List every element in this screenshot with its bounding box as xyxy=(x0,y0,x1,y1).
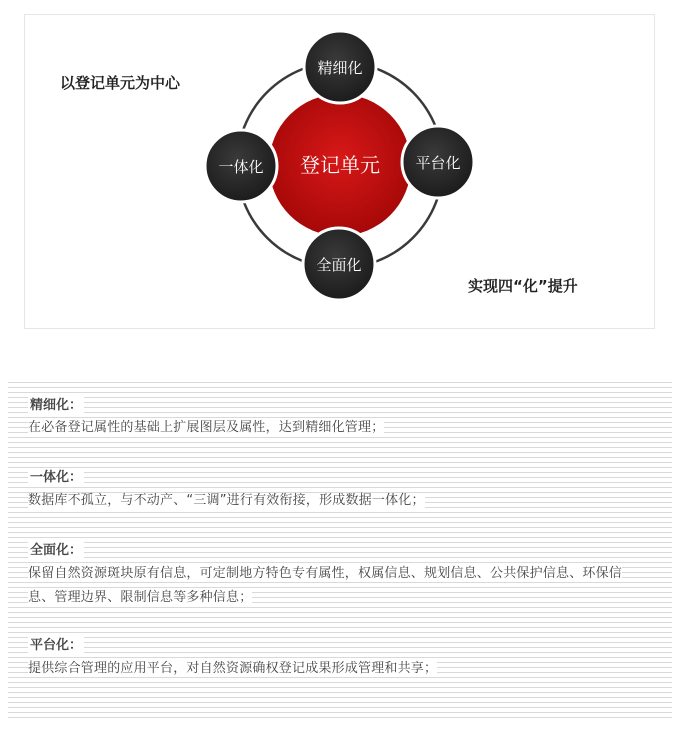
item-title-integrated: 一体化： xyxy=(30,470,83,485)
diagram-frame xyxy=(24,14,655,329)
item-desc-comprehensive: 保留自然资源斑块原有信息，可定制地方特色专有属性，权属信息、规划信息、公共保护信息、环保信息、管理边界、限制信息等多种信息； xyxy=(28,566,623,605)
item-title-refined: 精细化： xyxy=(30,398,83,413)
item-desc-refined: 在必备登记属性的基础上扩展图层及属性，达到精细化管理； xyxy=(28,420,385,435)
item-desc-platform: 提供综合管理的应用平台，对自然资源确权登记成果形成管理和共享； xyxy=(28,661,438,676)
item-title-platform: 平台化： xyxy=(30,638,83,653)
node-top-label: 精细化 xyxy=(317,59,363,77)
node-right-label: 平台化 xyxy=(415,154,461,172)
node-bottom-label: 全面化 xyxy=(316,256,362,274)
center-label: 登记单元 xyxy=(300,153,380,177)
item-desc-integrated: 数据库不孤立，与不动产、“三调”进行有效衔接，形成数据一体化； xyxy=(28,493,425,508)
node-left-label: 一体化 xyxy=(218,158,264,176)
caption-right: 实现四“化”提升 xyxy=(468,277,578,295)
caption-left: 以登记单元为中心 xyxy=(60,74,181,92)
item-title-comprehensive: 全面化： xyxy=(30,543,83,558)
